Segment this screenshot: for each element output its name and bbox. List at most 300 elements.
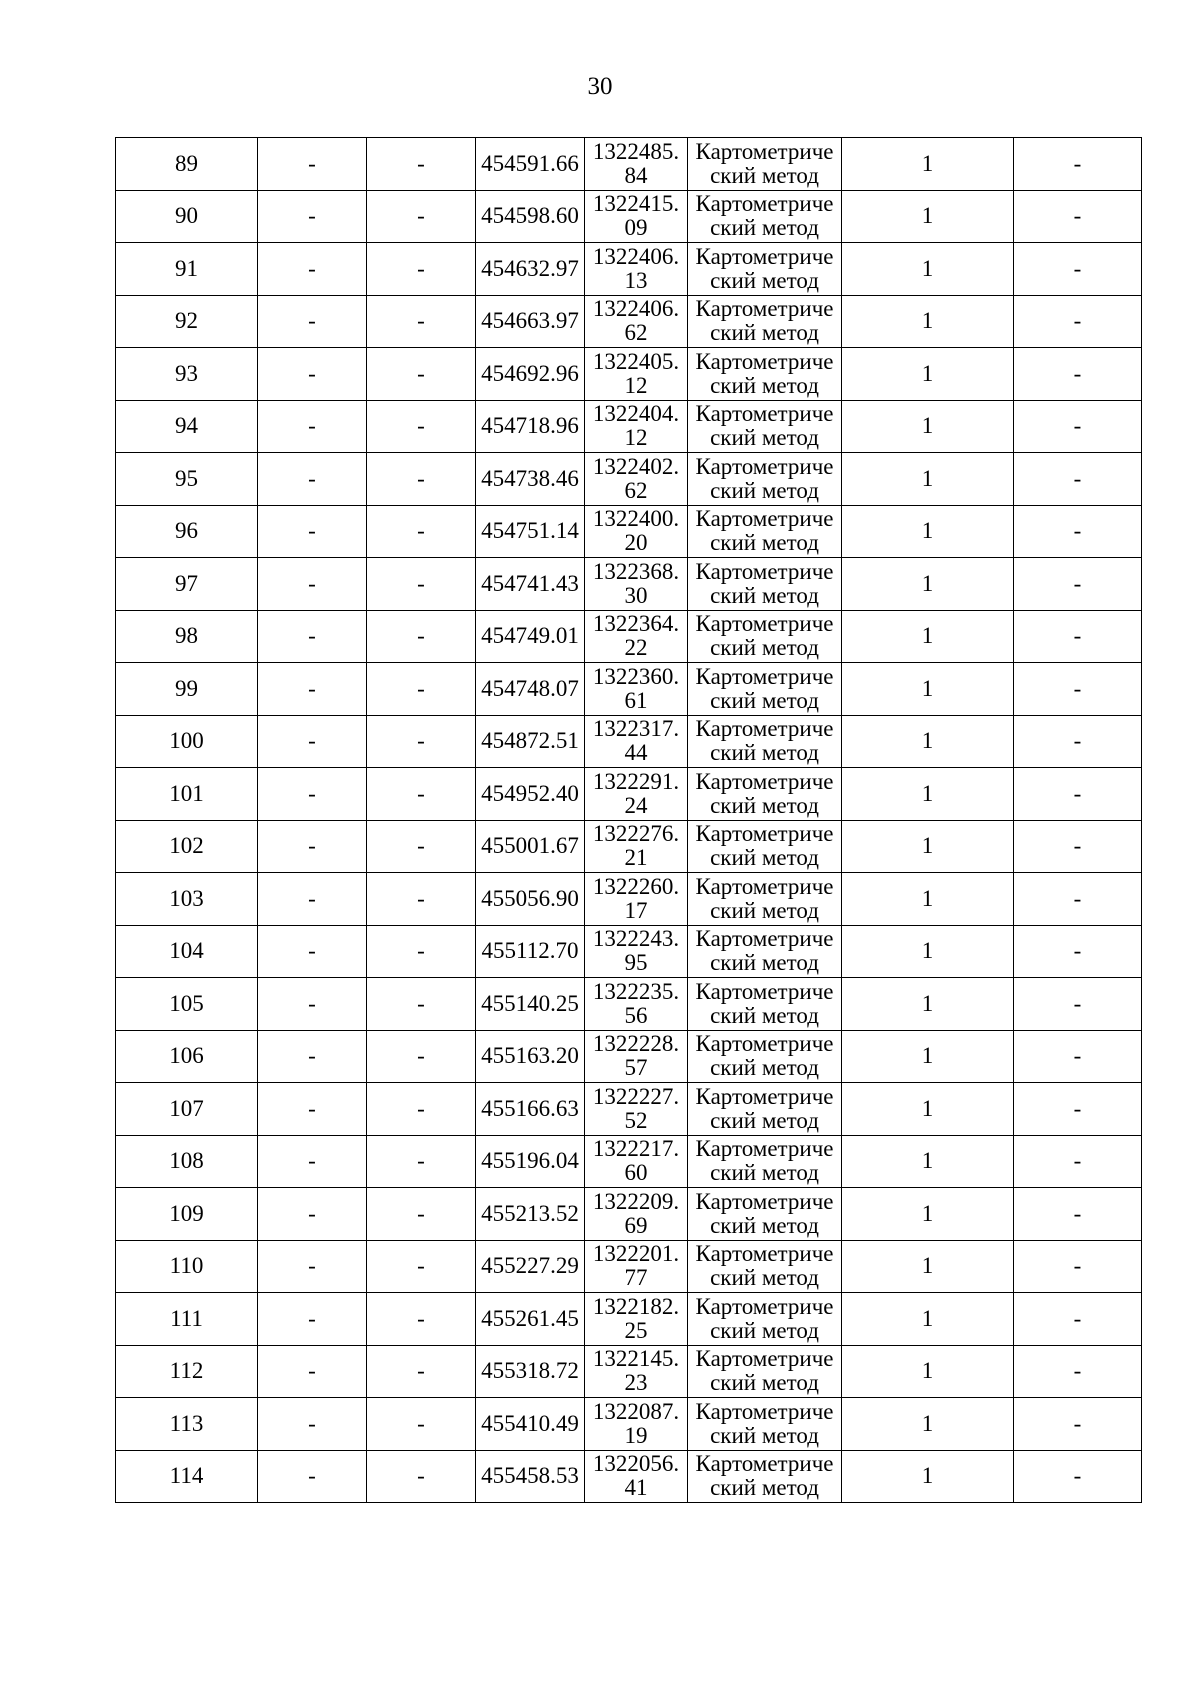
method-cell [688,768,842,821]
y-coordinate-line-2: 12 [624,425,648,451]
y-coordinate-line-1: 1322209. [592,1188,680,1214]
method-line-1: Картометриче [695,1136,834,1162]
point-number-cell: 96 [116,505,258,558]
y-coordinate-line-2: 41 [624,1475,648,1501]
method-line-2: ский метод [710,477,819,503]
y-coordinate-line-1: 1322406. [592,243,680,269]
old-y-cell: - [367,190,476,243]
y-coordinate-cell [585,348,688,401]
method-line-1: Картометриче [695,191,834,217]
method-line-2: ский метод [710,1265,819,1291]
old-x-cell: - [258,1345,367,1398]
note-cell: - [1014,400,1142,453]
y-coordinate-line-2: 56 [624,1002,648,1028]
y-coordinate-line-2: 23 [624,1370,648,1396]
note-cell: - [1014,978,1142,1031]
old-x-cell: - [258,820,367,873]
method-line-1: Картометриче [695,558,834,584]
y-coordinate-line-2: 95 [624,950,648,976]
accuracy-cell: 1 [842,505,1014,558]
method-line-1: Картометриче [695,611,834,637]
y-coordinate-line-1: 1322260. [592,873,680,899]
accuracy-cell: 1 [842,1345,1014,1398]
y-coordinate-line-2: 17 [624,897,648,923]
y-coordinate-line-1: 1322235. [592,978,680,1004]
point-number-cell: 103 [116,873,258,926]
table-row [116,1450,1142,1503]
accuracy-cell: 1 [842,1188,1014,1241]
method-line-1: Картометриче [695,453,834,479]
y-coordinate-line-1: 1322400. [592,506,680,532]
accuracy-cell: 1 [842,978,1014,1031]
old-y-cell: - [367,295,476,348]
y-coordinate-line-1: 1322360. [592,663,680,689]
note-cell: - [1014,873,1142,926]
x-coordinate-cell: 454692.96 [476,348,585,401]
accuracy-cell: 1 [842,453,1014,506]
old-x-cell: - [258,768,367,821]
y-coordinate-line-2: 84 [624,162,648,188]
point-number-cell: 92 [116,295,258,348]
method-cell [688,715,842,768]
note-cell: - [1014,1293,1142,1346]
point-number-cell: 91 [116,243,258,296]
y-coordinate-line-2: 62 [624,320,648,346]
y-coordinate-cell [585,400,688,453]
method-line-2: ский метод [710,320,819,346]
coordinates-table [115,137,1142,1503]
note-cell: - [1014,558,1142,611]
y-coordinate-cell [585,1450,688,1503]
old-x-cell: - [258,1293,367,1346]
method-line-1: Картометриче [695,1346,834,1372]
point-number-cell: 98 [116,610,258,663]
table-row [116,558,1142,611]
y-coordinate-cell [585,505,688,558]
method-line-2: ский метод [710,687,819,713]
old-y-cell: - [367,873,476,926]
old-y-cell: - [367,348,476,401]
y-coordinate-cell [585,138,688,191]
old-y-cell: - [367,1450,476,1503]
method-cell [688,1450,842,1503]
y-coordinate-line-1: 1322405. [592,348,680,374]
method-line-2: ский метод [710,372,819,398]
y-coordinate-line-2: 19 [624,1422,648,1448]
table-row [116,1083,1142,1136]
y-coordinate-line-2: 12 [624,372,648,398]
x-coordinate-cell: 455140.25 [476,978,585,1031]
method-line-2: ский метод [710,845,819,871]
note-cell: - [1014,348,1142,401]
y-coordinate-line-1: 1322056. [592,1451,680,1477]
method-line-1: Картометриче [695,296,834,322]
x-coordinate-cell: 454749.01 [476,610,585,663]
old-x-cell: - [258,453,367,506]
y-coordinate-line-1: 1322406. [592,296,680,322]
table-row [116,663,1142,716]
y-coordinate-line-2: 77 [624,1265,648,1291]
method-cell [688,138,842,191]
method-cell [688,925,842,978]
accuracy-cell: 1 [842,1450,1014,1503]
y-coordinate-line-2: 13 [624,267,648,293]
method-cell [688,820,842,873]
accuracy-cell: 1 [842,1135,1014,1188]
method-line-2: ский метод [710,1370,819,1396]
accuracy-cell: 1 [842,295,1014,348]
y-coordinate-line-2: 21 [624,845,648,871]
method-line-1: Картометриче [695,1241,834,1267]
method-line-2: ский метод [710,1422,819,1448]
method-line-2: ский метод [710,792,819,818]
old-y-cell: - [367,243,476,296]
page-number: 30 [587,73,613,100]
method-cell [688,505,842,558]
method-cell [688,1293,842,1346]
y-coordinate-cell [585,873,688,926]
note-cell: - [1014,1240,1142,1293]
method-line-2: ский метод [710,1212,819,1238]
y-coordinate-line-2: 22 [624,635,648,661]
table-row [116,768,1142,821]
x-coordinate-cell: 454952.40 [476,768,585,821]
old-x-cell: - [258,715,367,768]
y-coordinate-cell [585,1240,688,1293]
old-x-cell: - [258,1398,367,1451]
old-x-cell: - [258,1030,367,1083]
table-row [116,1030,1142,1083]
x-coordinate-cell: 455410.49 [476,1398,585,1451]
x-coordinate-cell: 455001.67 [476,820,585,873]
y-coordinate-cell [585,1293,688,1346]
note-cell: - [1014,453,1142,506]
table-row [116,1345,1142,1398]
x-coordinate-cell: 455196.04 [476,1135,585,1188]
old-y-cell: - [367,138,476,191]
old-y-cell: - [367,558,476,611]
method-cell [688,1030,842,1083]
method-line-2: ский метод [710,1055,819,1081]
y-coordinate-line-1: 1322217. [592,1136,680,1162]
method-line-1: Картометриче [695,1188,834,1214]
old-x-cell: - [258,505,367,558]
old-y-cell: - [367,505,476,558]
point-number-cell: 109 [116,1188,258,1241]
method-cell [688,400,842,453]
table-row [116,715,1142,768]
method-line-2: ский метод [710,950,819,976]
table-row [116,1188,1142,1241]
table-row [116,1293,1142,1346]
note-cell: - [1014,190,1142,243]
accuracy-cell: 1 [842,400,1014,453]
x-coordinate-cell: 455166.63 [476,1083,585,1136]
table-row [116,978,1142,1031]
x-coordinate-cell: 454872.51 [476,715,585,768]
point-number-cell: 104 [116,925,258,978]
x-coordinate-cell: 455261.45 [476,1293,585,1346]
y-coordinate-cell [585,1345,688,1398]
y-coordinate-line-1: 1322317. [592,716,680,742]
point-number-cell: 111 [116,1293,258,1346]
y-coordinate-line-2: 62 [624,477,648,503]
method-cell [688,978,842,1031]
method-line-2: ский метод [710,1160,819,1186]
y-coordinate-line-2: 24 [624,792,648,818]
x-coordinate-cell: 454591.66 [476,138,585,191]
y-coordinate-line-2: 60 [624,1160,648,1186]
note-cell: - [1014,1398,1142,1451]
y-coordinate-cell [585,1083,688,1136]
note-cell: - [1014,505,1142,558]
y-coordinate-line-1: 1322228. [592,1031,680,1057]
old-x-cell: - [258,1188,367,1241]
note-cell: - [1014,925,1142,978]
method-line-1: Картометриче [695,663,834,689]
method-line-2: ский метод [710,1475,819,1501]
method-line-2: ский метод [710,1107,819,1133]
point-number-cell: 108 [116,1135,258,1188]
x-coordinate-cell: 455112.70 [476,925,585,978]
note-cell: - [1014,1083,1142,1136]
old-y-cell: - [367,1345,476,1398]
y-coordinate-line-1: 1322227. [592,1083,680,1109]
old-x-cell: - [258,978,367,1031]
point-number-cell: 107 [116,1083,258,1136]
y-coordinate-line-1: 1322087. [592,1398,680,1424]
y-coordinate-cell [585,663,688,716]
method-line-1: Картометриче [695,1451,834,1477]
method-line-1: Картометриче [695,1398,834,1424]
table-row [116,138,1142,191]
method-line-1: Картометриче [695,716,834,742]
accuracy-cell: 1 [842,1398,1014,1451]
note-cell: - [1014,295,1142,348]
y-coordinate-line-2: 69 [624,1212,648,1238]
method-cell [688,1240,842,1293]
point-number-cell: 105 [116,978,258,1031]
method-line-2: ский метод [710,635,819,661]
x-coordinate-cell: 455213.52 [476,1188,585,1241]
point-number-cell: 89 [116,138,258,191]
x-coordinate-cell: 454663.97 [476,295,585,348]
table-row [116,873,1142,926]
y-coordinate-line-1: 1322485. [592,138,680,164]
point-number-cell: 93 [116,348,258,401]
x-coordinate-cell: 455056.90 [476,873,585,926]
y-coordinate-line-2: 52 [624,1107,648,1133]
x-coordinate-cell: 454632.97 [476,243,585,296]
old-y-cell: - [367,768,476,821]
x-coordinate-cell: 454741.43 [476,558,585,611]
old-y-cell: - [367,978,476,1031]
method-line-1: Картометриче [695,138,834,164]
method-line-1: Картометриче [695,978,834,1004]
point-number-cell: 101 [116,768,258,821]
method-cell [688,190,842,243]
y-coordinate-line-2: 44 [624,740,648,766]
old-x-cell: - [258,610,367,663]
accuracy-cell: 1 [842,190,1014,243]
old-y-cell: - [367,663,476,716]
y-coordinate-cell [585,978,688,1031]
method-cell [688,295,842,348]
method-line-2: ский метод [710,582,819,608]
note-cell: - [1014,1135,1142,1188]
old-x-cell: - [258,558,367,611]
table-row [116,610,1142,663]
x-coordinate-cell: 454751.14 [476,505,585,558]
method-cell [688,1398,842,1451]
note-cell: - [1014,1450,1142,1503]
method-cell [688,1188,842,1241]
method-cell [688,1345,842,1398]
old-x-cell: - [258,138,367,191]
old-x-cell: - [258,190,367,243]
method-cell [688,873,842,926]
y-coordinate-cell [585,1030,688,1083]
x-coordinate-cell: 454598.60 [476,190,585,243]
y-coordinate-line-1: 1322415. [592,191,680,217]
y-coordinate-cell [585,610,688,663]
old-x-cell: - [258,873,367,926]
note-cell: - [1014,1188,1142,1241]
table-row [116,1135,1142,1188]
table-body [116,138,1142,1503]
x-coordinate-cell: 454718.96 [476,400,585,453]
y-coordinate-cell [585,453,688,506]
y-coordinate-cell [585,820,688,873]
note-cell: - [1014,663,1142,716]
y-coordinate-cell [585,243,688,296]
method-cell [688,243,842,296]
method-cell [688,663,842,716]
x-coordinate-cell: 455318.72 [476,1345,585,1398]
table-row [116,400,1142,453]
note-cell: - [1014,820,1142,873]
table-row [116,820,1142,873]
method-line-2: ский метод [710,1317,819,1343]
y-coordinate-line-1: 1322364. [592,611,680,637]
y-coordinate-line-2: 30 [624,582,648,608]
point-number-cell: 110 [116,1240,258,1293]
y-coordinate-line-1: 1322201. [592,1241,680,1267]
y-coordinate-line-1: 1322276. [592,821,680,847]
point-number-cell: 95 [116,453,258,506]
accuracy-cell: 1 [842,138,1014,191]
method-line-2: ский метод [710,530,819,556]
old-x-cell: - [258,400,367,453]
y-coordinate-line-1: 1322291. [592,768,680,794]
x-coordinate-cell: 455163.20 [476,1030,585,1083]
point-number-cell: 106 [116,1030,258,1083]
table-row [116,453,1142,506]
method-line-2: ский метод [710,740,819,766]
table-row [116,505,1142,558]
old-y-cell: - [367,453,476,506]
method-line-2: ский метод [710,1002,819,1028]
point-number-cell: 112 [116,1345,258,1398]
old-y-cell: - [367,925,476,978]
x-coordinate-cell: 455458.53 [476,1450,585,1503]
table-row [116,190,1142,243]
y-coordinate-line-1: 1322404. [592,401,680,427]
point-number-cell: 113 [116,1398,258,1451]
old-y-cell: - [367,610,476,663]
note-cell: - [1014,715,1142,768]
method-line-2: ский метод [710,425,819,451]
y-coordinate-cell [585,1135,688,1188]
method-cell [688,348,842,401]
table-row [116,1240,1142,1293]
point-number-cell: 99 [116,663,258,716]
y-coordinate-cell [585,1188,688,1241]
y-coordinate-cell [585,190,688,243]
y-coordinate-line-1: 1322243. [592,926,680,952]
accuracy-cell: 1 [842,348,1014,401]
y-coordinate-line-1: 1322368. [592,558,680,584]
method-line-1: Картометриче [695,348,834,374]
old-x-cell: - [258,295,367,348]
accuracy-cell: 1 [842,925,1014,978]
point-number-cell: 90 [116,190,258,243]
table-row [116,295,1142,348]
accuracy-cell: 1 [842,715,1014,768]
old-y-cell: - [367,715,476,768]
old-x-cell: - [258,925,367,978]
y-coordinate-line-1: 1322402. [592,453,680,479]
point-number-cell: 114 [116,1450,258,1503]
accuracy-cell: 1 [842,820,1014,873]
old-x-cell: - [258,1240,367,1293]
method-line-1: Картометриче [695,821,834,847]
y-coordinate-line-2: 57 [624,1055,648,1081]
old-y-cell: - [367,1030,476,1083]
method-line-1: Картометриче [695,1031,834,1057]
table-row [116,348,1142,401]
accuracy-cell: 1 [842,663,1014,716]
y-coordinate-cell [585,925,688,978]
y-coordinate-cell [585,1398,688,1451]
old-y-cell: - [367,1293,476,1346]
old-y-cell: - [367,1398,476,1451]
old-x-cell: - [258,1083,367,1136]
method-line-1: Картометриче [695,1293,834,1319]
x-coordinate-cell: 454738.46 [476,453,585,506]
method-line-2: ский метод [710,162,819,188]
old-y-cell: - [367,1240,476,1293]
note-cell: - [1014,1345,1142,1398]
accuracy-cell: 1 [842,1240,1014,1293]
table-row [116,925,1142,978]
method-cell [688,453,842,506]
method-line-1: Картометриче [695,873,834,899]
y-coordinate-line-2: 61 [624,687,648,713]
accuracy-cell: 1 [842,1030,1014,1083]
point-number-cell: 94 [116,400,258,453]
accuracy-cell: 1 [842,1083,1014,1136]
y-coordinate-cell [585,295,688,348]
accuracy-cell: 1 [842,558,1014,611]
method-line-1: Картометриче [695,926,834,952]
accuracy-cell: 1 [842,610,1014,663]
note-cell: - [1014,768,1142,821]
method-line-1: Картометриче [695,1083,834,1109]
old-x-cell: - [258,243,367,296]
old-x-cell: - [258,348,367,401]
note-cell: - [1014,243,1142,296]
